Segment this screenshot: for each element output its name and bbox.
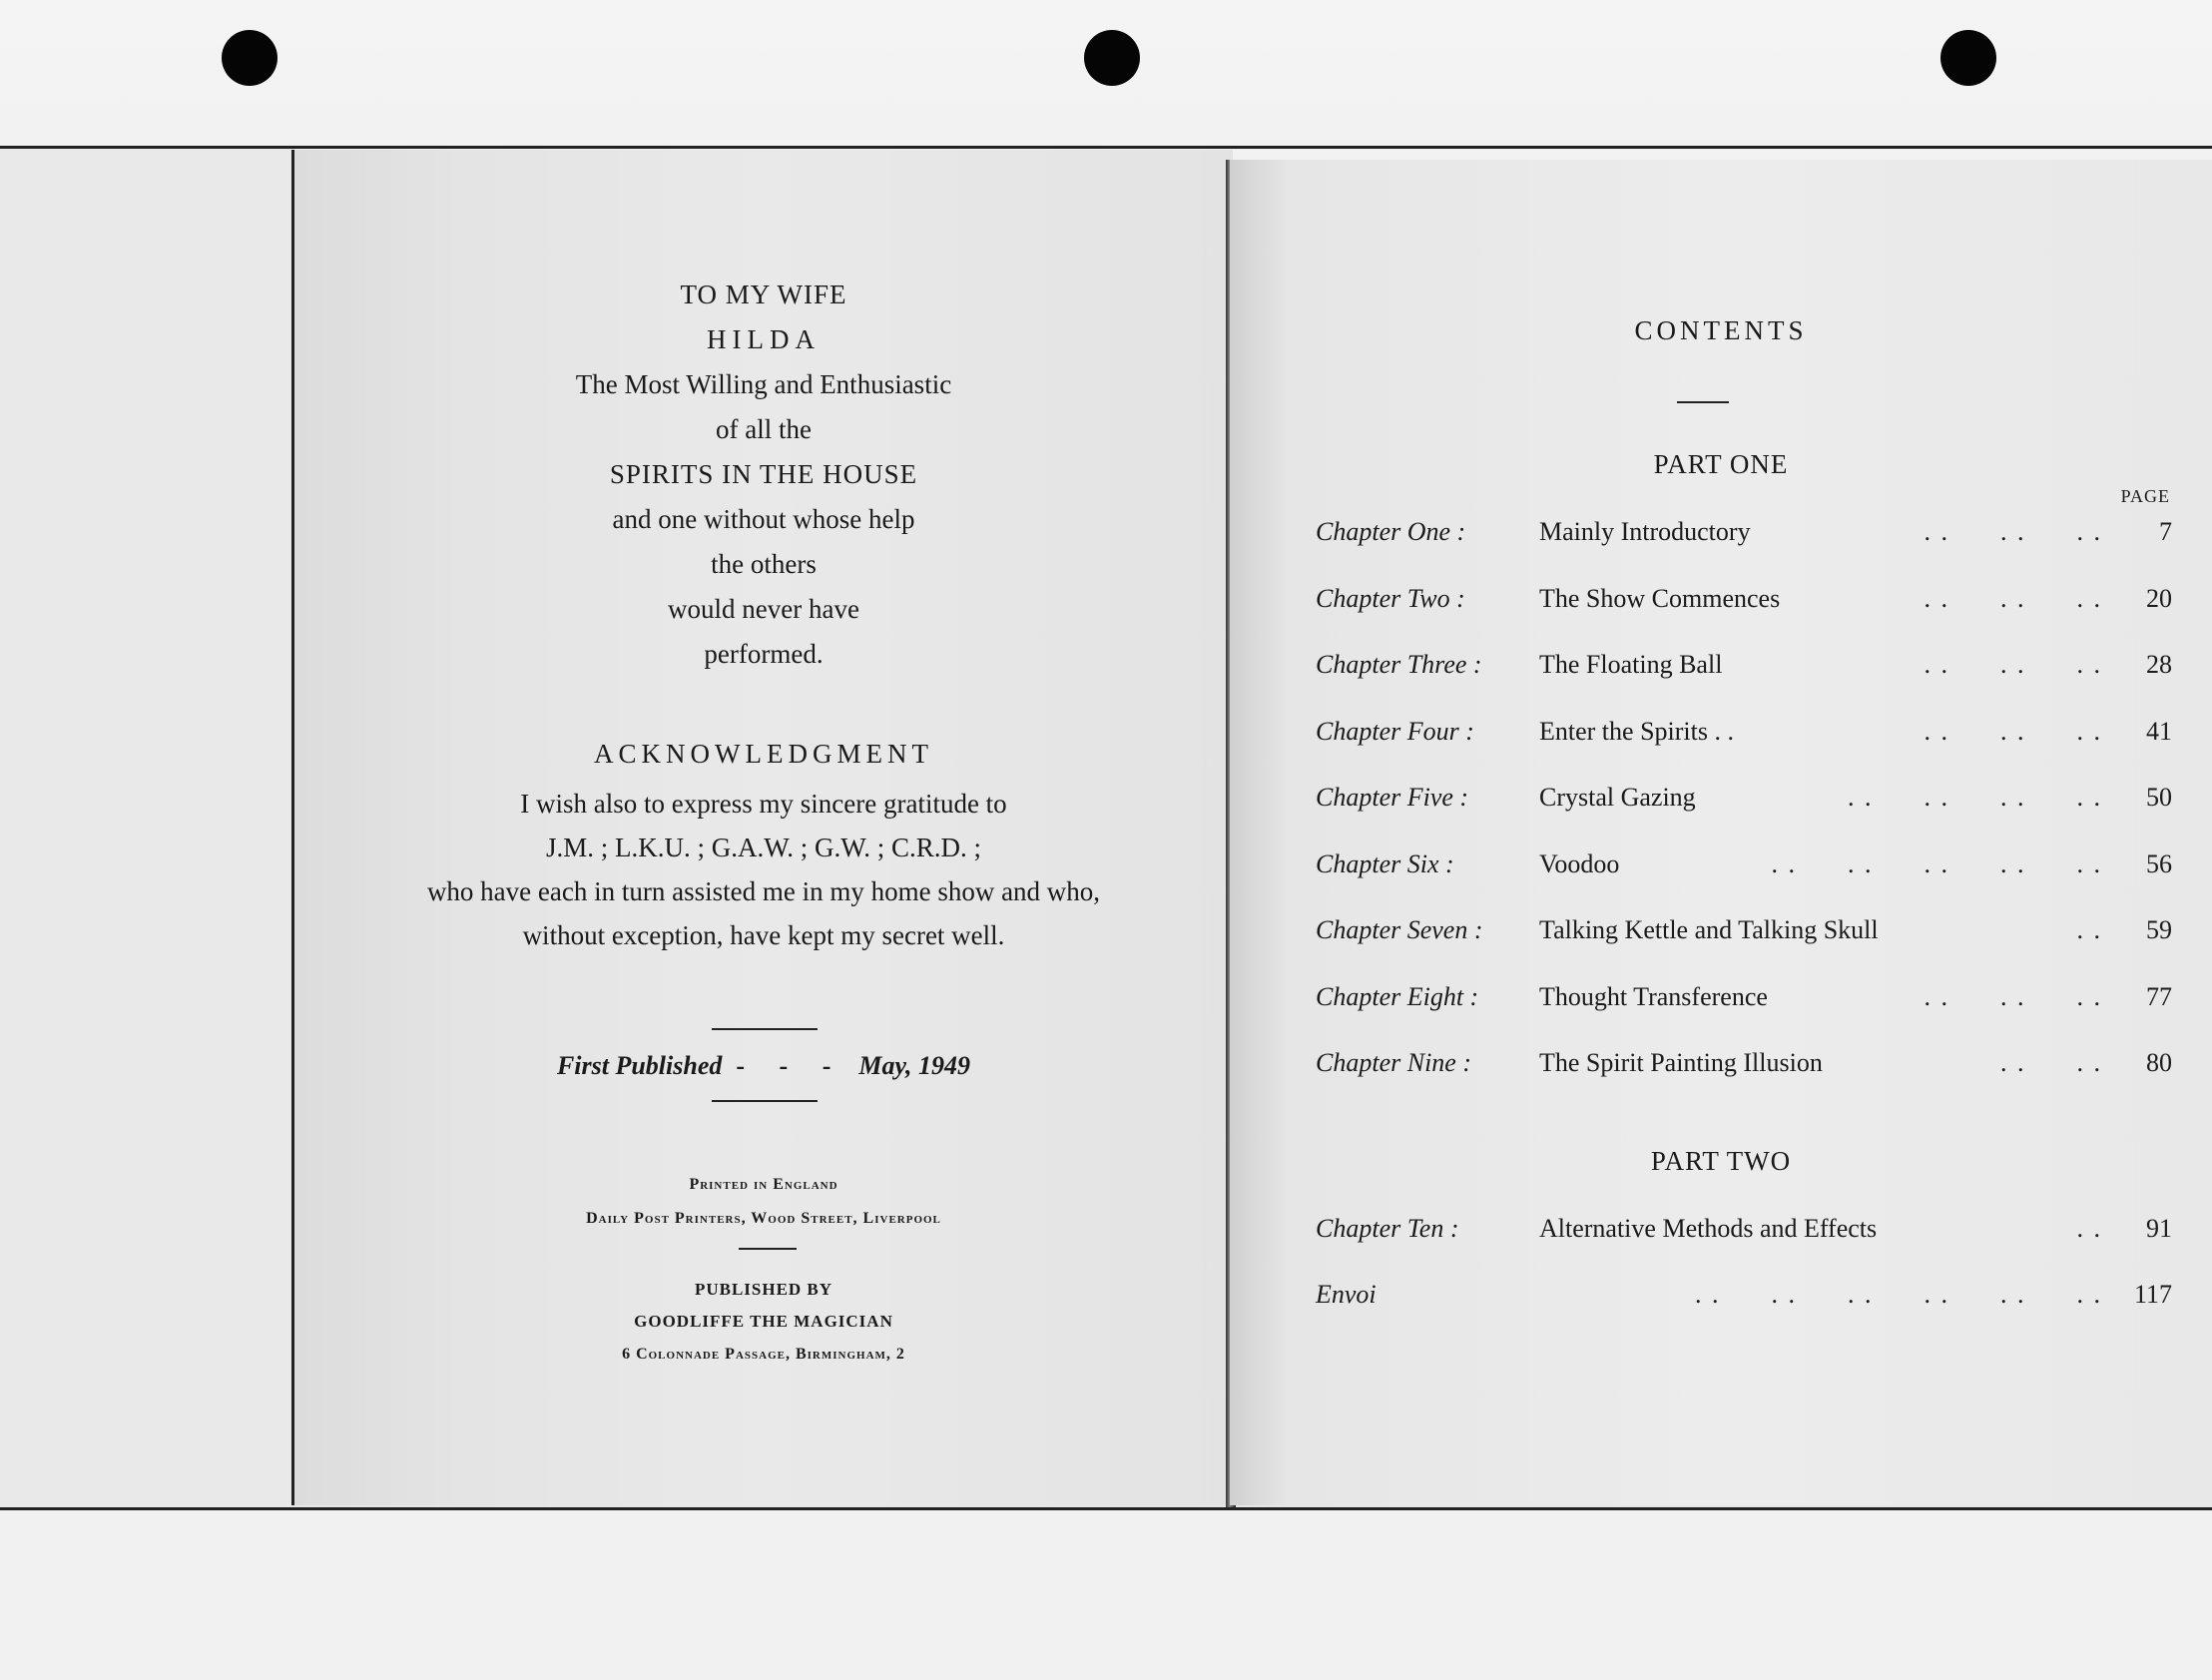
page-top-edge [0,146,2212,149]
toc-leader-dots: . . . . . . [1924,716,2102,746]
toc-entry [1230,915,2212,955]
toc-page-number: 28 [2146,650,2172,679]
publisher-address: 6 Colonnade Passage, Birmingham, 2 [622,1346,905,1363]
margin-strip [0,149,291,1507]
divider-rule [712,1100,818,1102]
toc-leader-dots: . . . . . . . . [1848,783,2102,812]
toc-leader-dots: . . . . . . . . . . . . [1695,1280,2102,1309]
bottom-margin [0,1510,2212,1680]
toc-chapter-title: Alternative Methods and Effects [1539,1214,1878,1243]
toc-page-number: 50 [2146,783,2172,812]
toc-chapter-title: Crystal Gazing [1539,783,1696,812]
first-published-label: First Published [556,1051,723,1080]
dedication-line: TO MY WIFE [680,280,847,309]
dedication-line: the others [711,549,817,579]
contents-title: CONTENTS [1634,315,1808,345]
toc-leader-dots: . . . . . . [1924,517,2102,546]
toc-page-number: 80 [2146,1048,2172,1077]
toc-page-number: 117 [2133,1280,2172,1309]
toc-chapter-title: Mainly Introductory [1539,517,1751,546]
toc-chapter-label: Chapter Ten : [1316,1214,1459,1243]
toc-entry [1230,717,2212,757]
toc-leader-dots: . . [2076,1214,2102,1243]
toc-entry [1230,517,2212,557]
toc-chapter-label: Chapter Eight : [1316,981,1479,1011]
acknowledgment-line: without exception, have kept my secret well. [522,920,1005,950]
toc-chapter-title: Voodoo [1539,848,1620,878]
part-one-title: PART ONE [1653,449,1789,479]
toc-chapter-label: Chapter Seven : [1316,915,1483,944]
page-column-header: PAGE [2120,486,2170,506]
acknowledgment-line: I wish also to express my sincere gratitude to [520,789,1007,819]
publication-date: May, 1949 [858,1051,971,1080]
toc-page-number: 41 [2146,716,2172,746]
toc-leader-dots: . . . . . . [1924,650,2102,679]
toc-entry [1230,650,2212,690]
toc-leader-dots: . . . . . . . . . . [1771,848,2102,878]
toc-chapter-title: Talking Kettle and Talking Skull [1539,915,1879,944]
toc-chapter-title: The Floating Ball [1539,650,1723,679]
divider-rule [1677,401,1729,403]
divider-rule [739,1248,797,1250]
acknowledgment-line: J.M. ; L.K.U. ; G.A.W. ; G.W. ; C.R.D. ; [545,833,982,862]
toc-page-number: 7 [2159,517,2172,546]
toc-chapter-title: The Show Commences [1539,583,1781,613]
publisher-name: GOODLIFFE THE MAGICIAN [634,1312,893,1331]
toc-page-number: 77 [2146,981,2172,1011]
acknowledgment-title: ACKNOWLEDGMENT [594,739,933,769]
toc-chapter-label: Chapter Two : [1316,583,1465,613]
toc-chapter-label: Chapter Three : [1316,650,1482,679]
dedication-line: of all the [716,414,812,444]
toc-entry [1230,849,2212,889]
published-by: PUBLISHED BY [694,1280,833,1299]
toc-chapter-label: Chapter Six : [1316,848,1454,878]
toc-leader-dots: . . . . [2000,1048,2102,1077]
toc-entry [1230,584,2212,624]
toc-page-number: 20 [2146,583,2172,613]
toc-entry [1230,1214,2212,1254]
toc-entry [1230,783,2212,823]
toc-chapter-label: Envoi [1316,1280,1377,1309]
dedication-line: performed. [704,639,824,669]
divider-rule [712,1028,818,1030]
printer-name: Daily Post Printers, Wood Street, Liverpool [586,1210,941,1227]
toc-chapter-title: Enter the Spirits . . [1539,716,1734,746]
toc-chapter-title: Thought Transference [1539,981,1768,1011]
dedication-line: The Most Willing and Enthusiastic [575,369,952,399]
toc-leader-dots: . . [2076,915,2102,944]
toc-leader-dots: . . . . . . [1924,583,2102,613]
acknowledgment-line: who have each in turn assisted me in my home show and who, [426,876,1101,906]
dedication-line: and one without whose help [612,504,915,534]
toc-chapter-label: Chapter Five : [1316,783,1469,812]
toc-chapter-label: Chapter Nine : [1316,1048,1471,1077]
toc-page-number: 56 [2146,848,2172,878]
toc-entry [1230,982,2212,1022]
toc-chapter-title: The Spirit Painting Illusion [1539,1048,1823,1077]
dedication-line: SPIRITS IN THE HOUSE [609,459,918,489]
toc-entry [1230,1280,2212,1320]
printed-in: Printed in England [689,1176,838,1193]
punch-hole-right [1940,30,1996,86]
dedication-line: would never have [668,594,859,624]
toc-page-number: 91 [2146,1214,2172,1243]
toc-chapter-label: Chapter One : [1316,517,1466,546]
punch-hole-left [222,30,277,86]
toc-page-number: 59 [2146,915,2172,944]
publication-dashes: - - - [736,1051,845,1080]
punch-hole-center [1084,30,1140,86]
contents-page [1230,160,2212,1505]
toc-leader-dots: . . . . . . [1924,981,2102,1011]
part-two-title: PART TWO [1650,1146,1792,1176]
publication-line [294,1051,1233,1081]
toc-entry [1230,1048,2212,1088]
dedication-line: HILDA [707,324,821,354]
toc-chapter-label: Chapter Four : [1316,716,1474,746]
dedication-page [291,150,1233,1505]
